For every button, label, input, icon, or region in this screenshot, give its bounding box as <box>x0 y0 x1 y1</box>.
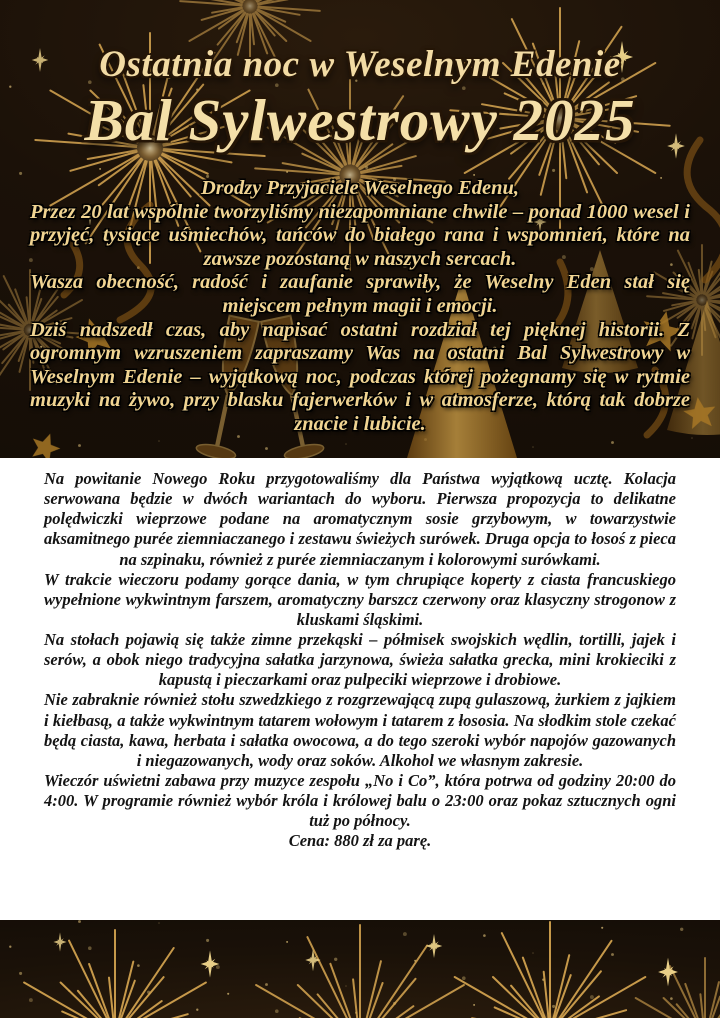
poster-subtitle: Ostatnia noc w Weselnym Edenie <box>99 44 621 85</box>
invitation-paragraph: Przez 20 lat wspólnie tworzyliśmy niezapomniane chwile – ponad 1000 wesel i przyjęć, tysiące uśmiechów, tańców do białego rana i wspomnień, które na zawsze pozostaną w naszych sercach. <box>30 200 690 270</box>
firework-burst-icon <box>440 922 659 1018</box>
invitation-paragraph: Wasza obecność, radość i zaufanie sprawiły, że Weselny Eden stał się miejscem pełnym magii i emocji. <box>30 271 690 317</box>
sparkle-star-icon <box>658 958 678 987</box>
poster-title: Bal Sylwestrowy 2025 <box>84 87 636 154</box>
salutation-line: Drodzy Przyjaciele Weselnego Edenu, <box>200 177 520 200</box>
footer-section <box>0 920 720 1018</box>
menu-section <box>0 458 720 920</box>
hero-section <box>0 0 720 458</box>
sparkle-star-icon <box>305 949 320 971</box>
hero-content <box>0 0 720 436</box>
menu-paragraph: Na powitanie Nowego Roku przygotowaliśmy dla Państwa wyjątkową ucztę. Kolacja serwowana będzie w dwóch wariantach do wyboru. Pierwsza propozycja to delikatne polędwiczki wieprzowe podane na aromatycznym sosie grzybowym, w towarzystwie aksamitnego purée ziemniaczanego i zestawu świeżych surówek. Druga opcja to łosoś z pieca na szpinaku, również z purée ziemniaczanym i kolorowymi surówkami. <box>44 469 676 569</box>
invitation-text <box>30 177 690 436</box>
price-line: Cena: 880 zł za parę. <box>288 831 432 851</box>
sparkle-star-icon <box>53 932 66 951</box>
sparkle-star-icon <box>426 934 443 958</box>
star-dots-decoration <box>9 920 683 1014</box>
menu-paragraph: W trakcie wieczoru podamy gorące dania, w tym chrupiące koperty z ciasta francuskiego wypełnione wykwintnym farszem, aromatyczny barszcz czerwony oraz klasyczny strogonow z kluskami śląskimi. <box>44 569 676 629</box>
menu-paragraph: Nie zabraknie również stołu szwedzkiego z rozgrzewającą zupą gulaszową, żurkiem z jajkiem i kiełbasą, a także wykwintnym tatarem wołowym i tatarem z łososia. Na słodkim stole czekać będą ciasta, kawa, herbata i sałatka owocowa, a do tego szeroki wybór napojów gazowanych i niegazowanych, wody oraz soków. Alkohol we własnym zakresie. <box>44 690 676 770</box>
firework-burst-icon <box>10 930 219 1018</box>
invitation-paragraph: Dziś nadszedł czas, aby napisać ostatni rozdział tej pięknej historii. Z ogromnym wzruszeniem zapraszamy Was na ostatni Bal Sylwestrowy w Weselnym Edenie – wyjątkową noc, podczas której pożegnamy się w rytmie muzyki na żywo, przy blasku fajerwerków i w atmosferze, którą tak dobrze znacie i lubicie. <box>30 318 690 435</box>
sparkle-star-icon <box>201 950 220 977</box>
firework-burst-icon <box>625 958 720 1018</box>
menu-paragraph: Na stołach pojawią się także zimne przekąski – półmisek swojskich wędlin, tortilli, jajek i serów, a obok niego tradycyjna sałatka jarzynowa, świeża sałatka grecka, mini krokieciki z kapustą i pieczarkami oraz pulpeciki wieprzowe i drobiowe. <box>44 630 676 690</box>
firework-burst-icon <box>240 925 479 1018</box>
fireworks-bottom-decoration <box>0 920 720 1018</box>
program-paragraph: Wieczór uświetni zabawa przy muzyce zespołu „No i Co”, która potrwa od godziny 20:00 do 4:00. W programie również wybór króla i królowej balu o 23:00 oraz pokaz sztucznych ogni tuż po północy. <box>44 770 676 831</box>
